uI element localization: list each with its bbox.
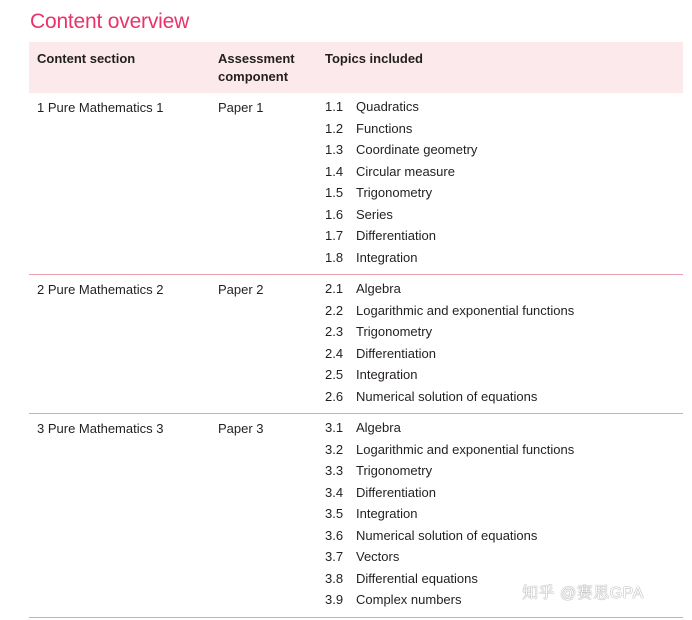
topic-number: 2.1 [325,281,344,296]
topic-label: Differentiation [356,228,436,243]
topic-label: Differential equations [356,570,478,586]
topic-item [325,118,477,140]
topic-item [325,460,574,482]
topic-number: 3.1 [325,420,344,435]
topic-number: 1.3 [325,142,344,157]
topic-item [325,321,574,343]
topic-number: 3.8 [325,570,344,586]
table-body [29,93,683,618]
topic-label: Logarithmic and exponential functions [356,441,575,457]
topic-label: Integration [356,367,418,382]
topic-label: Differentiation [356,345,436,361]
topic-number: 2.2 [325,302,344,318]
topic-label: Coordinate geometry [356,142,478,157]
topic-item [325,139,477,161]
topic-label: Functions [356,120,413,136]
topic-number: 2.4 [325,345,344,361]
topic-label: Complex numbers [356,592,462,607]
topic-number: 1.8 [325,249,344,265]
topic-item [325,96,477,118]
topics-list [325,96,477,268]
topic-number: 3.3 [325,463,344,478]
topic-number: 3.9 [325,592,344,607]
topic-number: 1.7 [325,228,344,243]
topic-label: Algebra [356,420,401,435]
topic-item [325,300,574,322]
topic-number: 2.3 [325,324,344,339]
topic-item [325,161,477,183]
topic-item [325,364,574,386]
content-section-name: 2 Pure Mathematics 2 [37,282,164,297]
content-section-name: 3 Pure Mathematics 3 [37,421,164,436]
assessment-component: Paper 2 [218,282,264,297]
topic-label: Trigonometry [356,463,433,478]
topic-item [325,417,574,439]
topic-number: 3.6 [325,527,344,543]
topic-label: Trigonometry [356,324,433,339]
assessment-component: Paper 1 [218,100,264,115]
page-title: Content overview [30,10,190,33]
topic-item [325,525,574,547]
topic-item [325,503,574,525]
topic-label: Algebra [356,281,401,296]
topic-item [325,546,574,568]
topic-label: Numerical solution of equations [356,388,538,404]
topic-label: Series [356,206,393,222]
header-topics-included: Topics included [325,51,423,66]
topic-item [325,439,574,461]
topic-item [325,204,477,226]
topic-label: Quadratics [356,99,419,114]
table-row [29,275,683,414]
topic-number: 1.2 [325,120,344,136]
topic-item [325,225,477,247]
topic-number: 3.4 [325,484,344,500]
topic-item [325,247,477,269]
assessment-component: Paper 3 [218,421,264,436]
topic-label: Trigonometry [356,185,433,200]
topic-item [325,182,477,204]
topic-item [325,343,574,365]
content-section-name: 1 Pure Mathematics 1 [37,100,164,115]
topic-label: Differentiation [356,484,436,500]
content-overview-table [29,42,683,618]
header-content-section: Content section [37,51,136,66]
topic-number: 3.7 [325,549,344,564]
topic-number: 2.5 [325,367,344,382]
topic-label: Circular measure [356,163,455,179]
topic-item [325,482,574,504]
topic-number: 3.2 [325,441,344,457]
watermark: 知乎 @赛思GPA [522,585,644,602]
topic-label: Vectors [356,549,400,564]
topic-label: Integration [356,506,418,521]
topic-number: 1.6 [325,206,344,222]
table-header [29,42,683,93]
topic-label: Numerical solution of equations [356,527,538,543]
topic-label: Logarithmic and exponential functions [356,302,575,318]
topics-list [325,278,574,407]
table-row [29,93,683,275]
topic-item [325,278,574,300]
header-assessment-component: Assessment component [218,51,295,84]
topic-number: 1.4 [325,163,344,179]
topic-number: 1.5 [325,185,344,200]
topic-number: 2.6 [325,388,344,404]
topic-item [325,386,574,408]
topic-number: 3.5 [325,506,344,521]
topic-number: 1.1 [325,99,344,114]
topic-label: Integration [356,249,418,265]
